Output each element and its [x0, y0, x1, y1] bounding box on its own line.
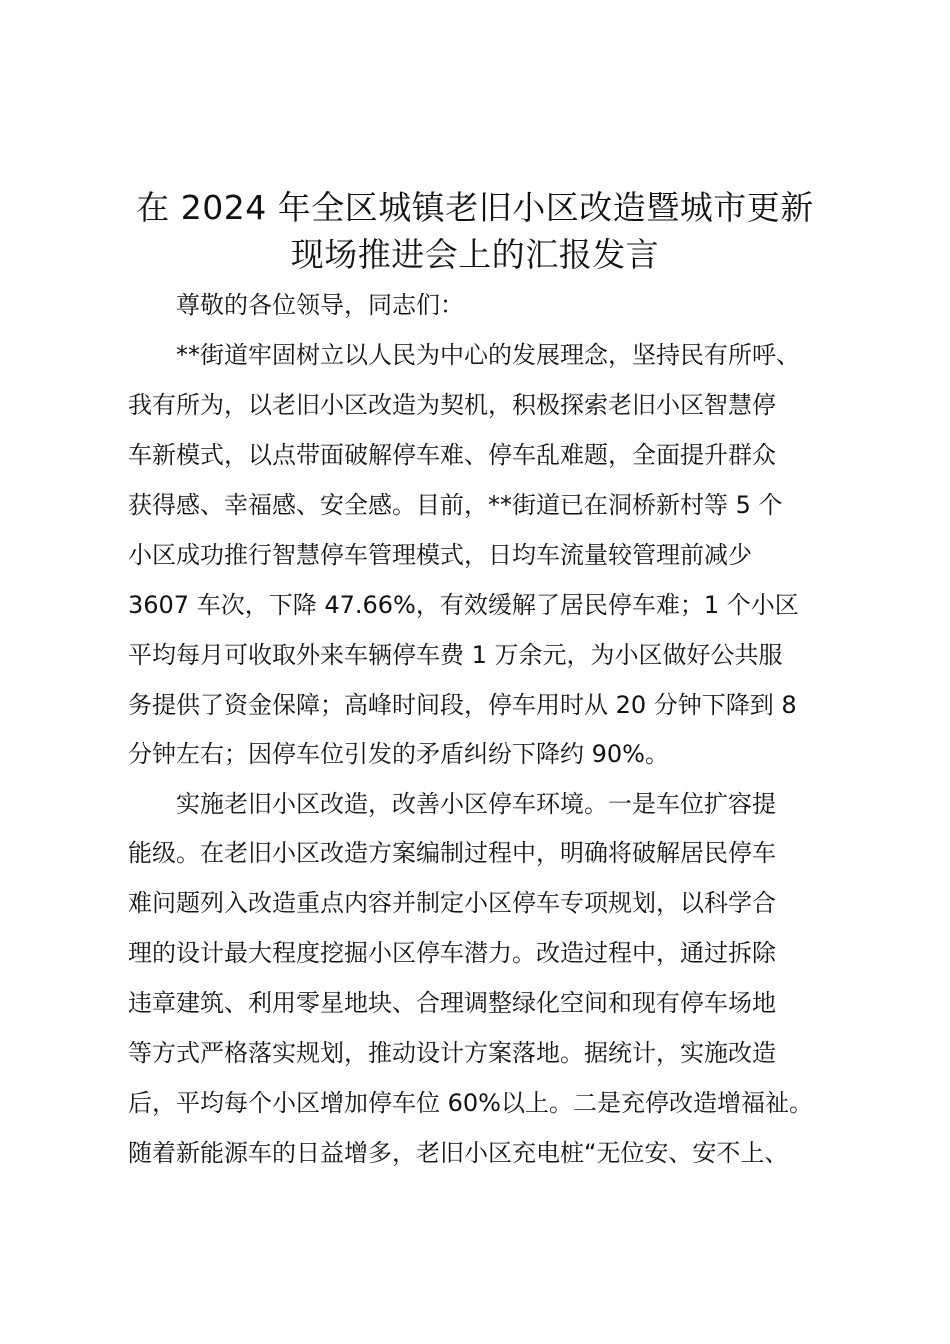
salutation-line: 尊敬的各位领导，同志们：	[176, 291, 464, 319]
paragraph-line: **街道牢固树立以人民为中心的发展理念，坚持民有所呼、	[176, 341, 800, 369]
paragraph-line: 违章建筑、利用零星地块、合理调整绿化空间和现有停车场地	[128, 989, 776, 1017]
paragraph-line: 我有所为，以老旧小区改造为契机，积极探索老旧小区智慧停	[128, 391, 776, 419]
paragraph-line: 难问题列入改造重点内容并制定小区停车专项规划，以科学合	[128, 889, 776, 917]
document-title-line-1: 在 2024 年全区城镇老旧小区改造暨城市更新	[136, 188, 814, 227]
paragraph-line: 后，平均每个小区增加停车位 60%以上。二是充停改造增福祉。	[128, 1089, 813, 1117]
paragraph-line: 实施老旧小区改造，改善小区停车环境。一是车位扩容提	[176, 790, 776, 818]
paragraph-line: 3607 车次，下降 47.66%，有效缓解了居民停车难；1 个小区	[128, 591, 799, 619]
paragraph-line: 理的设计最大程度挖掘小区停车潜力。改造过程中，通过拆除	[128, 939, 776, 967]
paragraph-line: 务提供了资金保障；高峰时间段，停车用时从 20 分钟下降到 8	[128, 691, 797, 719]
paragraph-line: 随着新能源车的日益增多，老旧小区充电桩“无位安、安不上、	[128, 1139, 789, 1167]
paragraph-line: 分钟左右；因停车位引发的矛盾纠纷下降约 90%。	[128, 740, 669, 768]
paragraph-line: 小区成功推行智慧停车管理模式，日均车流量较管理前减少	[128, 541, 752, 569]
document-title-line-2: 现场推进会上的汇报发言	[290, 235, 660, 274]
paragraph-line: 等方式严格落实规划，推动设计方案落地。据统计，实施改造	[128, 1039, 776, 1067]
paragraph-line: 平均每月可收取外来车辆停车费 1 万余元，为小区做好公共服	[128, 641, 783, 669]
paragraph-line: 获得感、幸福感、安全感。目前，**街道已在洞桥新村等 5 个	[128, 491, 783, 519]
paragraph-line: 车新模式，以点带面破解停车难、停车乱难题，全面提升群众	[128, 441, 776, 469]
paragraph-line: 能级。在老旧小区改造方案编制过程中，明确将破解居民停车	[128, 839, 776, 867]
